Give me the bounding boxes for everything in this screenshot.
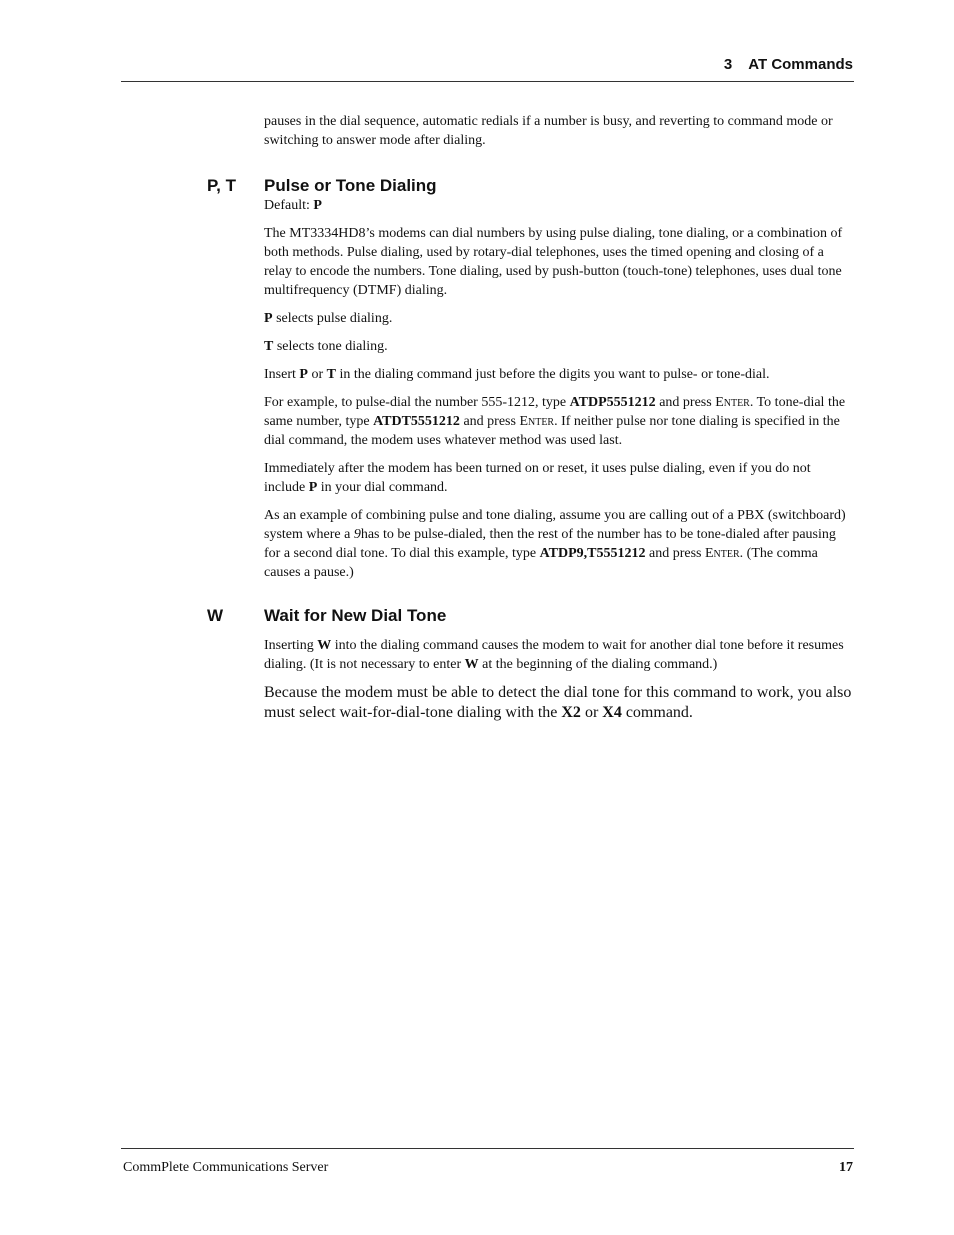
default-line (264, 196, 854, 215)
section-body (264, 636, 854, 723)
tone-option (264, 337, 854, 356)
text-run: . (The comma causes a pause.) (264, 546, 818, 580)
x2-command: X2 (561, 704, 581, 721)
chapter-title: AT Commands (748, 56, 853, 73)
text-run: in your dial command. (317, 480, 448, 495)
pulse-command: P (308, 480, 318, 495)
text-run: For example, to pulse-dial the number 555-1212, type (264, 395, 570, 410)
pulse-text: selects pulse dialing. (272, 311, 393, 326)
intro-continuation: pauses in the dial sequence, automatic redials if a number is busy, and reverting to command mode or switching to answer mode after dialing. (264, 114, 833, 148)
enter-key: Enter (715, 395, 750, 410)
text-run: Inserting (264, 638, 318, 653)
section-title: Pulse or Tone Dialing (264, 176, 437, 195)
description-paragraph: The MT3334HD8’s modems can dial numbers by using pulse dialing, tone dialing, or a combination of both methods. Pulse dialing, used by rotary-dial telephones, uses the timed opening and closing of a relay to encode the numbers. Tone dialing, used by push-button (touch-tone) telephones, uses dual tone multifrequency (DTMF) dialing. (264, 226, 843, 298)
pulse-option (264, 309, 854, 328)
tone-command: T (326, 367, 336, 382)
reset-paragraph (264, 459, 854, 497)
section-heading (207, 176, 854, 196)
text-run: Insert (264, 367, 300, 382)
text-run: As an example of combining pulse and tone dialing, assume you are calling out of a PBX (switchboard) system where a (264, 508, 846, 542)
text-run: command. (621, 704, 693, 721)
section-title: Wait for New Dial Tone (264, 606, 447, 625)
x4-command: X4 (602, 704, 622, 721)
text-run: and press (655, 395, 716, 410)
footer-product: CommPlete Communications Server (123, 1160, 329, 1175)
enter-key: Enter (519, 414, 555, 429)
section-heading (207, 606, 854, 626)
wait-command: W (464, 657, 479, 672)
text-run: or (580, 704, 603, 721)
text-run: has to be pulse-dialed, then the rest of the number has to be tone-dialed after pausing for a second dial tone. To dial this example, type (264, 527, 836, 561)
command-example: ATDT5551212 (373, 414, 460, 429)
pulse-command: P (299, 367, 308, 382)
text-run: Immediately after the modem has been turned on or reset, it uses pulse dialing, even if you do not include (264, 461, 811, 495)
wait-command: W (317, 638, 332, 653)
combination-paragraph (264, 506, 854, 582)
example-paragraph (264, 393, 854, 450)
text-run: at the beginning of the dialing command.) (478, 657, 718, 672)
default-value: P (313, 198, 322, 213)
digit-nine: 9 (353, 527, 361, 542)
insert-paragraph (264, 365, 854, 384)
text-run: Because the modem must be able to detect the dial tone for this command to work, you also must select wait-for-dial-tone dialing with the (264, 684, 852, 721)
text-run: . If neither pulse nor tone dialing is specified in the dial command, the modem uses whatever method was used last. (264, 414, 840, 448)
text-run: or (307, 367, 327, 382)
tone-text: selects tone dialing. (273, 339, 388, 354)
enter-key: Enter (705, 546, 740, 561)
page-number: 17 (839, 1160, 853, 1175)
tone-command: T (264, 339, 274, 354)
header-rule (121, 81, 854, 82)
text-run: and press (459, 414, 520, 429)
command-code: W (207, 606, 224, 625)
command-example: ATDP5551212 (569, 395, 656, 410)
wait-paragraph (264, 636, 854, 674)
default-label: Default: (264, 198, 314, 213)
running-header (724, 56, 853, 73)
intro-paragraph-block (264, 112, 854, 159)
section-body (264, 196, 854, 582)
text-run: in the dialing command just before the digits you want to pulse- or tone-dial. (335, 367, 770, 382)
command-code: P, T (207, 176, 236, 195)
text-run: and press (645, 546, 705, 561)
section-wait-dial-tone (207, 606, 854, 732)
footer-rule (121, 1148, 854, 1149)
text-run: . To tone-dial the same number, type (264, 395, 846, 429)
section-pulse-tone (207, 176, 854, 591)
text-run: into the dialing command causes the modem to wait for another dial tone before it resumes dialing. (It is not necessary to enter (264, 638, 844, 672)
chapter-number: 3 (723, 56, 733, 73)
command-example: ATDP9,T5551212 (539, 546, 646, 561)
dial-tone-paragraph (264, 683, 854, 723)
pulse-command: P (264, 311, 273, 326)
